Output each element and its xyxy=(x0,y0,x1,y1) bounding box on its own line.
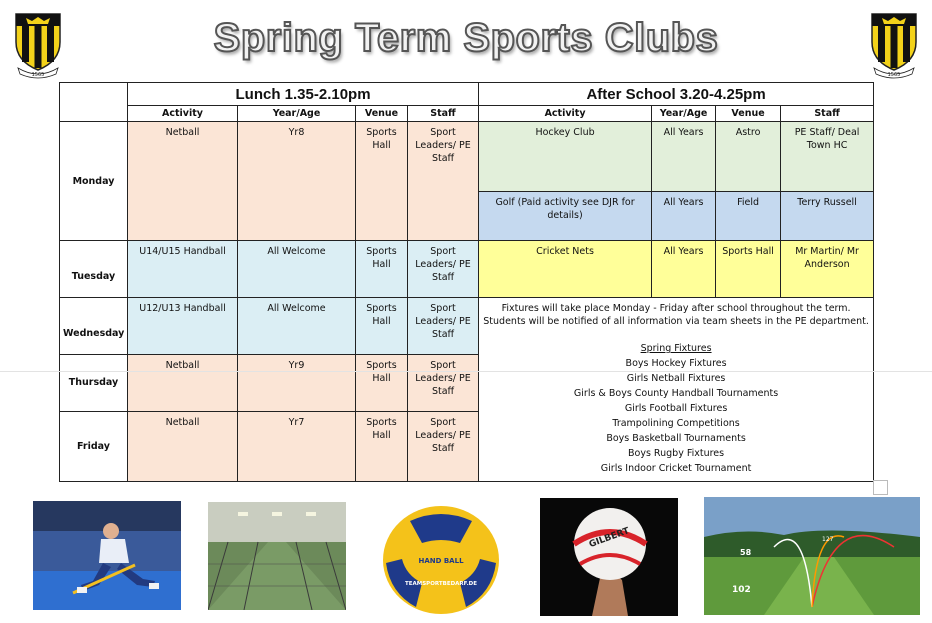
after-staff: Mr Martin/ Mr Anderson xyxy=(781,241,874,298)
golf-distance-2: 102 xyxy=(732,585,751,595)
after-activity: Hockey Club xyxy=(479,122,652,192)
table-row xyxy=(60,122,874,192)
col-header: Staff xyxy=(408,106,479,122)
lunch-year: All Welcome xyxy=(238,298,356,355)
handball-photo xyxy=(380,503,502,617)
table-row xyxy=(60,241,874,298)
table-row xyxy=(60,298,874,355)
after-staff: PE Staff/ Deal Town HC xyxy=(781,122,874,192)
hockey-photo xyxy=(33,501,181,610)
lunch-staff: Sport Leaders/ PE Staff xyxy=(408,298,479,355)
golf-photo xyxy=(704,497,920,615)
page-title: Spring Term Sports Clubs xyxy=(213,16,719,60)
lunch-year: Yr9 xyxy=(238,355,356,411)
lunch-activity: U14/U15 Handball xyxy=(128,241,238,298)
lunch-year: Yr7 xyxy=(238,411,356,481)
lunch-venue: Sports Hall xyxy=(356,411,408,481)
after-staff: Terry Russell xyxy=(781,192,874,241)
netball-brand-text: GILBERT xyxy=(587,526,631,551)
page-break-line xyxy=(0,371,932,372)
fixture-item: Girls Football Fixtures xyxy=(624,403,728,414)
netball-photo xyxy=(540,498,678,616)
lunch-venue: Sports Hall xyxy=(356,355,408,411)
cricket-nets-photo xyxy=(208,502,346,610)
day-label: Friday xyxy=(60,411,128,481)
col-header: Venue xyxy=(716,106,781,122)
lunch-activity: Netball xyxy=(128,411,238,481)
school-crest-left xyxy=(12,8,64,80)
lunch-venue: Sports Hall xyxy=(356,298,408,355)
fixture-item: Girls & Boys County Handball Tournaments xyxy=(573,388,779,399)
lunch-year: All Welcome xyxy=(238,241,356,298)
lunch-header: Lunch 1.35-2.10pm xyxy=(128,83,479,106)
after-venue: Astro xyxy=(716,122,781,192)
golf-distance-1: 58 xyxy=(740,548,752,557)
after-activity: Cricket Nets xyxy=(479,241,652,298)
day-label: Wednesday xyxy=(60,298,128,355)
lunch-activity: Netball xyxy=(128,355,238,411)
timetable xyxy=(59,82,874,482)
fixtures-note: Fixtures will take place Monday - Friday after school throughout the term. Students will be notified of all information via team sheets in the PE department. xyxy=(483,303,869,327)
day-label: Thursday xyxy=(60,355,128,411)
crest-left-date: 1565 xyxy=(31,72,45,78)
lunch-venue: Sports Hall xyxy=(356,122,408,241)
golf-distance-3: 127 xyxy=(822,536,834,543)
after-venue: Field xyxy=(716,192,781,241)
after-year: All Years xyxy=(652,192,716,241)
col-header: Year/Age xyxy=(238,106,356,122)
school-crest-right xyxy=(868,8,920,80)
after-year: All Years xyxy=(652,241,716,298)
after-school-header: After School 3.20-4.25pm xyxy=(479,83,874,106)
fixture-item: Boys Hockey Fixtures xyxy=(625,358,727,369)
fixtures-info xyxy=(479,298,874,482)
lunch-staff: Sport Leaders/ PE Staff xyxy=(408,241,479,298)
col-header: Venue xyxy=(356,106,408,122)
handball-url-text: TEAMSPORTBEDARF.DE xyxy=(404,581,478,587)
lunch-staff: Sport Leaders/ PE Staff xyxy=(408,411,479,481)
after-activity: Golf (Paid activity see DJR for details) xyxy=(479,192,652,241)
lunch-year: Yr8 xyxy=(238,122,356,241)
fixture-item: Boys Basketball Tournaments xyxy=(606,433,746,444)
fixture-item: Girls Indoor Cricket Tournament xyxy=(600,463,752,474)
lunch-activity: U12/U13 Handball xyxy=(128,298,238,355)
col-header: Year/Age xyxy=(652,106,716,122)
fixture-item: Girls Netball Fixtures xyxy=(626,373,726,384)
col-header: Staff xyxy=(781,106,874,122)
crest-right-date: 1565 xyxy=(887,72,901,78)
fixtures-title: Spring Fixtures xyxy=(640,343,712,354)
handball-brand-text: HAND BALL xyxy=(418,557,464,565)
after-venue: Sports Hall xyxy=(716,241,781,298)
col-header: Activity xyxy=(128,106,238,122)
day-label: Monday xyxy=(60,122,128,241)
after-year: All Years xyxy=(652,122,716,192)
resize-handle[interactable] xyxy=(873,480,888,495)
day-label: Tuesday xyxy=(60,241,128,298)
lunch-activity: Netball xyxy=(128,122,238,241)
lunch-venue: Sports Hall xyxy=(356,241,408,298)
lunch-staff: Sport Leaders/ PE Staff xyxy=(408,355,479,411)
fixture-item: Trampolining Competitions xyxy=(612,418,740,429)
lunch-staff: Sport Leaders/ PE Staff xyxy=(408,122,479,241)
fixture-item: Boys Rugby Fixtures xyxy=(628,448,725,459)
col-header: Activity xyxy=(479,106,652,122)
